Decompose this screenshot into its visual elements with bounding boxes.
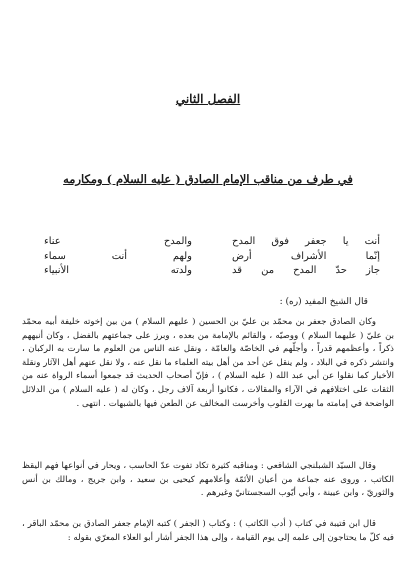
paragraph-ibn-qutayba: قال ابن قتيبة في كتاب ( أدب الكاتب ) : وكتاب ( الجفر ) كتبه الإمام جعفر الصادق بن محمّد الباقر ، فيه كلّ ما يحتاجون إلى علمه إلى يوم القيامة ، وإلى هذا الجفر أشار أبو العلاء المعرّي بقوله : <box>22 519 394 543</box>
intro-line: قال الشيخ المفيد (ره) : <box>279 297 368 307</box>
poem-hemistich-right: أنت يا جعفر فوق المدح <box>232 236 380 247</box>
poem-hemistich-left: ولدته الأنبياء <box>44 265 192 276</box>
paragraph-shablanji: وقال السيّد الشبلنجي الشافعي : ومناقبه كثيرة تكاد تفوت عدّ الحاسب ، ويحار في أنواعها فهم اليقظ الكاتب ، وروى عنه جماعة من أعيان الأئمّة وأعلامهم كيحيى بن سعيد ، وابن جريج ، ومالك بن أنس والثوريّ ، وابن عيينة ، وأبي أيّوب السجستانيّ وغيرهم . <box>22 461 394 499</box>
chapter-label: الفصل الثاني <box>175 92 241 106</box>
poem-hemistich-left: ولهم أنت سماء <box>44 250 192 262</box>
poem-hemistich-left: والمدح عناء <box>44 236 192 247</box>
poem <box>44 236 380 280</box>
poem-line <box>44 251 380 266</box>
poem-line <box>44 265 380 280</box>
chapter-title: في طرف من مناقب الإمام الصادق ( عليه السلام ) ومكارمه <box>63 172 353 186</box>
paragraph-mufid: وكان الصادق جعفر بن محمّد بن عليّ بن الحسين ( عليهم السلام ) من بين إخوته خليفة أبيه محمّد بن عليّ ( عليهما السلام ) ووصيّه ، والقائم بالإمامة من بعده ، وبرز على جماعتهم بالفضل ، وكان أنبههم ذكراً ، وأعظمهم قدراً ، وأجلّهم في الخاصّة والعامّة ، ونقل عنه الناس من العلوم ما سارت به الركبان ، وانتشر ذكره في البلاد ، ولم ينقل عن أحد من أهل بيته العلماء ما نقل عنه ، ولا نقل عنهم أهل الآثار ونقلة الأخبار كما نقلوا عن أبي عبد الله ( عليه السلام ) ، فإنّ أصحاب الحديث قد جمعوا أسماء الرواة عنه من الثقات على اختلافهم في الآراء والمقالات ، فكانوا أربعة آلاف رجل ، وكان له ( عليه السلام ) من الدلائل الواضحة في إمامته ما بهرت القلوب وأخرست المخالف عن الطعن فيها بالشبهات . انتهى . <box>22 317 394 409</box>
poem-hemistich-right: إنّما الأشراف أرض <box>232 250 380 262</box>
poem-hemistich-right: جاز حدّ المدح من قد <box>232 265 380 276</box>
poem-line <box>44 236 380 251</box>
